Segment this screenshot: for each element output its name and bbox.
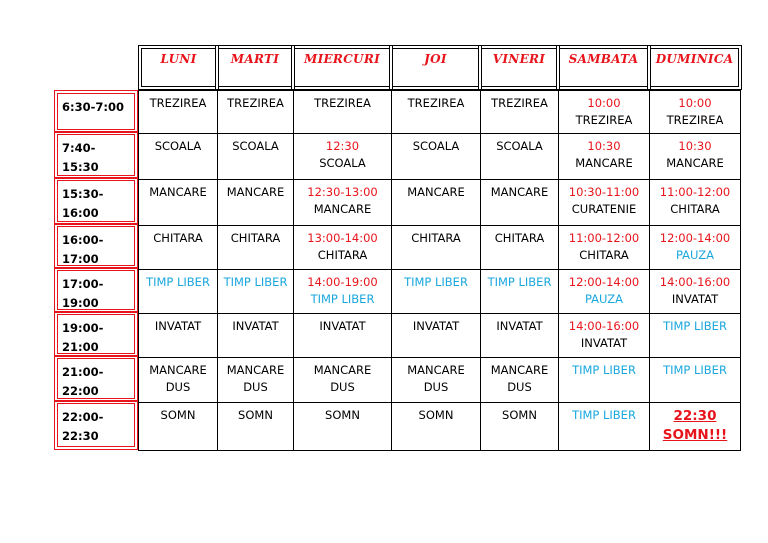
activity-text: SCOALA	[412, 139, 460, 153]
schedule-cell	[391, 269, 481, 314]
schedule-cell	[391, 133, 481, 180]
activity-text: TIMP LIBER	[663, 319, 727, 333]
day-header-cell	[478, 45, 560, 90]
schedule-cell	[217, 357, 294, 403]
activity-text: TREZIREA	[227, 96, 284, 110]
day-header-label: JOI	[424, 52, 447, 66]
activity-text: TREZIREA	[314, 96, 371, 110]
activity-text: SCOALA	[232, 139, 279, 153]
time-slot-cell	[54, 131, 138, 179]
activity-text: INVATAT	[412, 319, 460, 333]
time-slot-label: 15:30-16:00	[62, 187, 104, 220]
schedule-cell	[558, 133, 650, 180]
schedule-cell	[391, 179, 481, 226]
schedule-cell	[558, 90, 650, 134]
activity-text: 14:00-16:00	[659, 275, 731, 289]
activity-text: 10:30	[678, 139, 712, 153]
time-slot-label: 19:00-21:00	[62, 321, 104, 354]
schedule-cell	[649, 179, 741, 226]
schedule-cell	[558, 269, 650, 314]
time-slot-cell	[54, 355, 138, 402]
activity-text: CHITARA	[579, 248, 629, 262]
activity-text: TIMP LIBER	[223, 275, 288, 289]
schedule-cell	[138, 269, 218, 314]
activity-text: 10:30-11:00	[568, 185, 640, 199]
activity-text: CHITARA	[494, 231, 545, 245]
activity-text: MANCARE	[226, 185, 285, 199]
activity-text: SOMN	[502, 408, 537, 422]
schedule-cell	[480, 313, 559, 358]
schedule-cell	[480, 269, 559, 314]
activity-text: MANCARE	[149, 185, 207, 199]
activity-text: 12:00-14:00	[659, 231, 731, 245]
schedule-cell	[391, 313, 481, 358]
activity-text: TIMP LIBER	[146, 275, 210, 289]
activity-text: CHITARA	[317, 248, 368, 262]
schedule-cell	[293, 133, 392, 180]
activity-text: CURATENIE	[571, 202, 637, 216]
time-slot-cell	[54, 223, 138, 269]
activity-text: 13:00-14:00	[307, 231, 378, 245]
day-header-label: VINERI	[492, 52, 546, 66]
activity-text: 11:00-12:00	[659, 185, 731, 199]
activity-text: TIMP LIBER	[663, 363, 727, 377]
day-header-label: DUMINICA	[655, 52, 734, 66]
schedule-cell	[391, 225, 481, 270]
activity-text: TREZIREA	[149, 96, 207, 110]
schedule-cell	[558, 179, 650, 226]
activity-text: 12:00-14:00	[568, 275, 640, 289]
schedule-cell	[217, 313, 294, 358]
schedule-cell	[217, 402, 294, 451]
time-slot-label: 6:30-7:00	[62, 100, 124, 114]
activity-text: TREZIREA	[491, 96, 548, 110]
day-header-label: MARTI	[230, 52, 280, 66]
schedule-cell	[138, 357, 218, 403]
schedule-cell	[293, 225, 392, 270]
schedule-cell	[558, 357, 650, 403]
activity-text: TREZIREA	[407, 96, 465, 110]
time-slot-label: 7:40-15:30	[62, 141, 99, 174]
schedule-cell	[138, 402, 218, 451]
activity-text: SOMN	[418, 408, 454, 422]
activity-text: INVATAT	[232, 319, 279, 333]
activity-text: DUS	[330, 380, 355, 394]
schedule-cell	[480, 133, 559, 180]
activity-text: MANCARE	[226, 363, 285, 377]
time-slot-cell	[54, 311, 138, 357]
schedule-cell	[293, 313, 392, 358]
activity-text: MANCARE	[313, 202, 372, 216]
schedule-cell	[391, 357, 481, 403]
schedule-cell	[293, 402, 392, 451]
activity-text: TIMP LIBER	[404, 275, 468, 289]
activity-text: TIMP LIBER	[572, 408, 636, 422]
activity-text: TIMP LIBER	[310, 292, 375, 306]
schedule-cell	[649, 402, 741, 451]
activity-text: 11:00-12:00	[568, 231, 640, 245]
activity-text: TREZIREA	[666, 113, 724, 127]
time-slot-cell	[54, 90, 138, 133]
activity-text: SOMN	[325, 408, 360, 422]
schedule-cell	[138, 133, 218, 180]
activity-text: MANCARE	[149, 363, 207, 377]
time-slot-label: 16:00-17:00	[62, 233, 104, 266]
schedule-cell	[293, 90, 392, 134]
activity-text: MANCARE	[407, 185, 465, 199]
schedule-cell	[217, 133, 294, 180]
activity-text: INVATAT	[580, 336, 628, 350]
day-header-cell	[215, 45, 295, 90]
schedule-cell	[649, 269, 741, 314]
day-header-cell	[556, 45, 651, 90]
activity-text: INVATAT	[154, 319, 202, 333]
activity-text: INVATAT	[319, 319, 366, 333]
schedule-cell	[391, 402, 481, 451]
schedule-cell	[138, 225, 218, 270]
activity-text: PAUZA	[584, 292, 624, 306]
activity-text: SOMN!!!	[662, 427, 728, 443]
schedule-cell	[217, 225, 294, 270]
schedule-cell	[217, 179, 294, 226]
activity-text: MANCARE	[313, 363, 372, 377]
activity-text: 12:30	[325, 139, 360, 153]
schedule-cell	[649, 90, 741, 134]
activity-text: MANCARE	[407, 363, 465, 377]
activity-text: INVATAT	[496, 319, 543, 333]
activity-text: MANCARE	[575, 156, 633, 170]
activity-text: TIMP LIBER	[572, 363, 636, 377]
schedule-cell	[138, 179, 218, 226]
time-slot-label: 17:00-19:00	[62, 277, 104, 310]
time-slot-label: 21:00-22:00	[62, 365, 104, 398]
day-header-label: LUNI	[160, 52, 197, 66]
activity-text: MANCARE	[666, 156, 724, 170]
activity-text: MANCARE	[490, 185, 549, 199]
schedule-cell	[138, 313, 218, 358]
activity-text: CHITARA	[411, 231, 461, 245]
activity-text: INVATAT	[671, 292, 719, 306]
activity-text: SCOALA	[319, 156, 366, 170]
schedule-cell	[480, 179, 559, 226]
time-slot-cell	[54, 400, 138, 450]
activity-text: SOMN	[238, 408, 273, 422]
schedule-cell	[649, 313, 741, 358]
schedule-cell	[217, 269, 294, 314]
activity-text: TREZIREA	[575, 113, 633, 127]
activity-text: 10:30	[587, 139, 621, 153]
schedule-cell	[480, 402, 559, 451]
activity-text: TIMP LIBER	[487, 275, 552, 289]
day-header-label: SAMBATA	[568, 52, 639, 66]
schedule-cell	[480, 225, 559, 270]
activity-text: CHITARA	[153, 231, 203, 245]
activity-text: CHITARA	[670, 202, 720, 216]
activity-text: DUS	[165, 380, 191, 394]
activity-text: CHITARA	[230, 231, 281, 245]
day-header-cell	[647, 45, 742, 90]
schedule-cell	[558, 313, 650, 358]
activity-text: 10:00	[678, 96, 712, 110]
schedule-cell	[649, 133, 741, 180]
day-header-cell	[291, 45, 393, 90]
schedule-cell	[391, 90, 481, 134]
schedule-cell	[293, 179, 392, 226]
schedule-cell	[480, 90, 559, 134]
activity-text: 12:30-13:00	[307, 185, 378, 199]
activity-text: 14:00-16:00	[568, 319, 640, 333]
time-slot-cell	[54, 177, 138, 225]
activity-text: SCOALA	[154, 139, 202, 153]
time-slot-cell	[54, 267, 138, 313]
schedule-cell	[649, 357, 741, 403]
activity-text: PAUZA	[675, 248, 715, 262]
activity-text: 14:00-19:00	[307, 275, 378, 289]
activity-text: DUS	[243, 380, 268, 394]
schedule-cell	[293, 357, 392, 403]
activity-text: MANCARE	[490, 363, 549, 377]
day-header-cell	[138, 45, 219, 90]
activity-text: 10:00	[587, 96, 621, 110]
time-slot-label: 22:00-22:30	[62, 410, 104, 443]
day-header-label: MIERCURI	[303, 52, 381, 66]
activity-text: DUS	[423, 380, 449, 394]
schedule-cell	[558, 225, 650, 270]
schedule-cell	[293, 269, 392, 314]
activity-text: DUS	[507, 380, 532, 394]
activity-text: SCOALA	[496, 139, 543, 153]
schedule-cell	[138, 90, 218, 134]
schedule-cell	[649, 225, 741, 270]
schedule-cell	[217, 90, 294, 134]
activity-text: SOMN	[160, 408, 196, 422]
schedule-cell	[558, 402, 650, 451]
day-header-cell	[389, 45, 482, 90]
schedule-cell	[480, 357, 559, 403]
activity-text: 22:30	[673, 408, 717, 424]
